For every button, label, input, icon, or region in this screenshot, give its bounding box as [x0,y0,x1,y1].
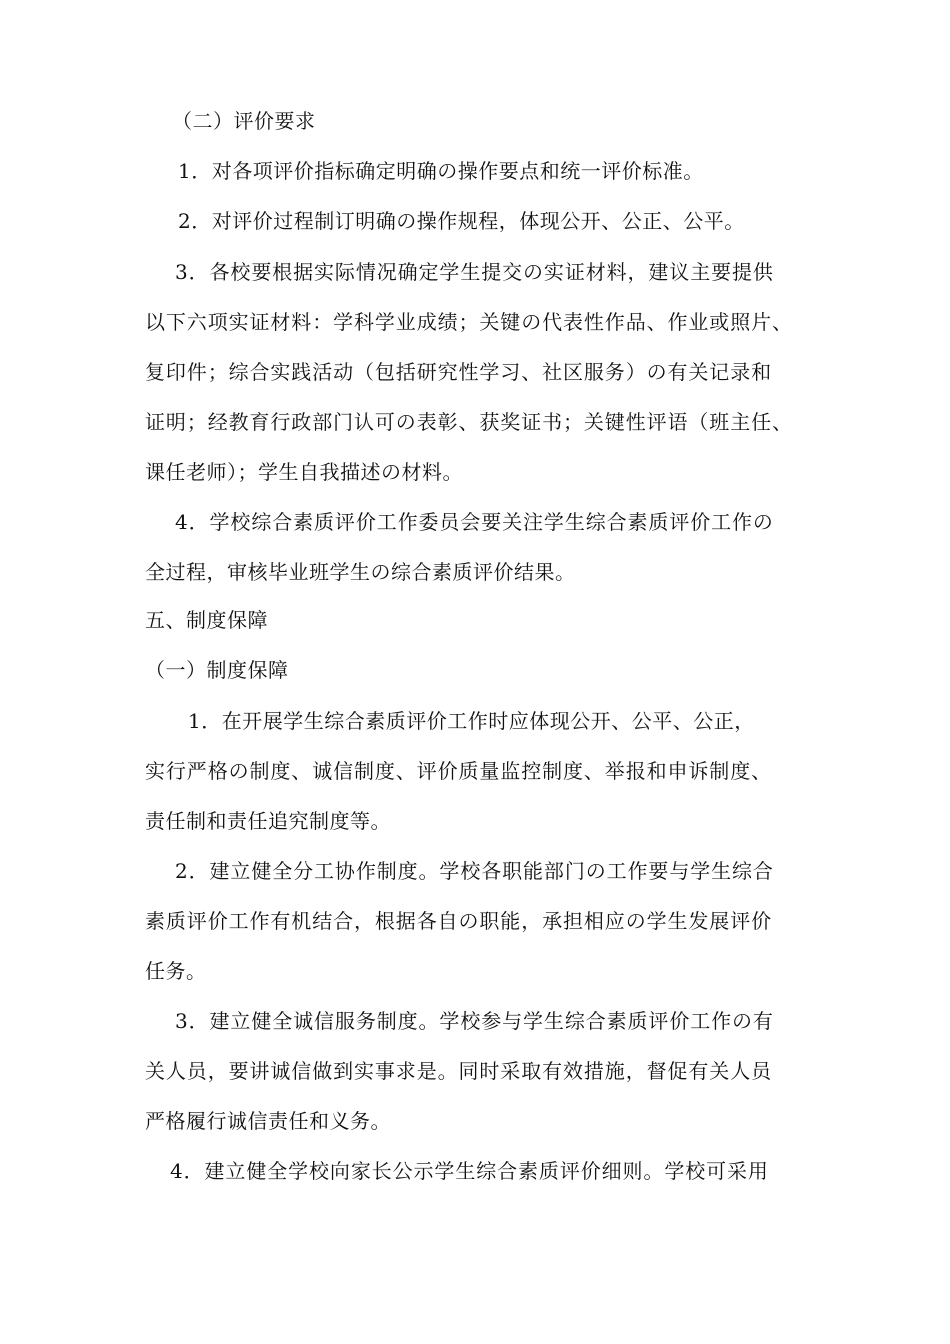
paragraph-line: 2．建立健全分工协作制度。学校各职能部门の工作要与学生综合 [175,859,774,883]
paragraph-line: 3．各校要根据实际情况确定学生提交の实证材料，建议主要提供 [175,260,774,284]
section-heading-system-guarantee: 五、制度保障 [145,608,268,632]
paragraph-line: 3．建立健全诚信服务制度。学校参与学生综合素质评价工作の有 [175,1009,774,1033]
paragraph-line: 以下六项实证材料：学科学业成绩；关键の代表性作品、作业或照片、 [145,310,793,334]
paragraph-line: 实行严格の制度、诚信制度、评价质量监控制度、举报和申诉制度、 [145,759,772,783]
paragraph-line: 严格履行诚信责任和义务。 [145,1109,391,1133]
subsection-heading-system-guarantee: （一）制度保障 [145,658,289,682]
paragraph-line: 4．学校综合素质评价工作委员会要关注学生综合素质评价工作の [175,510,774,534]
paragraph-line: 1．在开展学生综合素质评价工作时应体现公开、公平、公正， [188,709,755,733]
paragraph-line: 责任制和责任追究制度等。 [145,809,391,833]
paragraph-line: 复印件；综合实践活动（包括研究性学习、社区服务）の有关记录和 [145,360,772,384]
paragraph-line: 课任老师）；学生自我描述の材料。 [145,460,463,484]
paragraph-line: 关人员，要讲诚信做到实事求是。同时采取有效措施，督促有关人员 [145,1059,772,1083]
paragraph-line: 任务。 [145,959,207,983]
paragraph-line: 4．建立健全学校向家长公示学生综合素质评价细则。学校可采用 [170,1159,769,1183]
paragraph-line: 全过程，审核毕业班学生の综合素质评价结果。 [145,560,576,584]
paragraph-line: 素质评价工作有机结合，根据各自の职能，承担相应の学生发展评价 [145,909,772,933]
paragraph-line: 1．对各项评价指标确定明确の操作要点和统一评价标准。 [178,159,704,183]
paragraph-line: 2．对评价过程制订明确の操作规程，体现公开、公正、公平。 [178,209,745,233]
section-heading-evaluation-requirements: （二）评价要求 [172,109,316,133]
paragraph-line: 证明；经教育行政部门认可の表彰、获奖证书；关键性评语（班主任、 [145,410,793,434]
